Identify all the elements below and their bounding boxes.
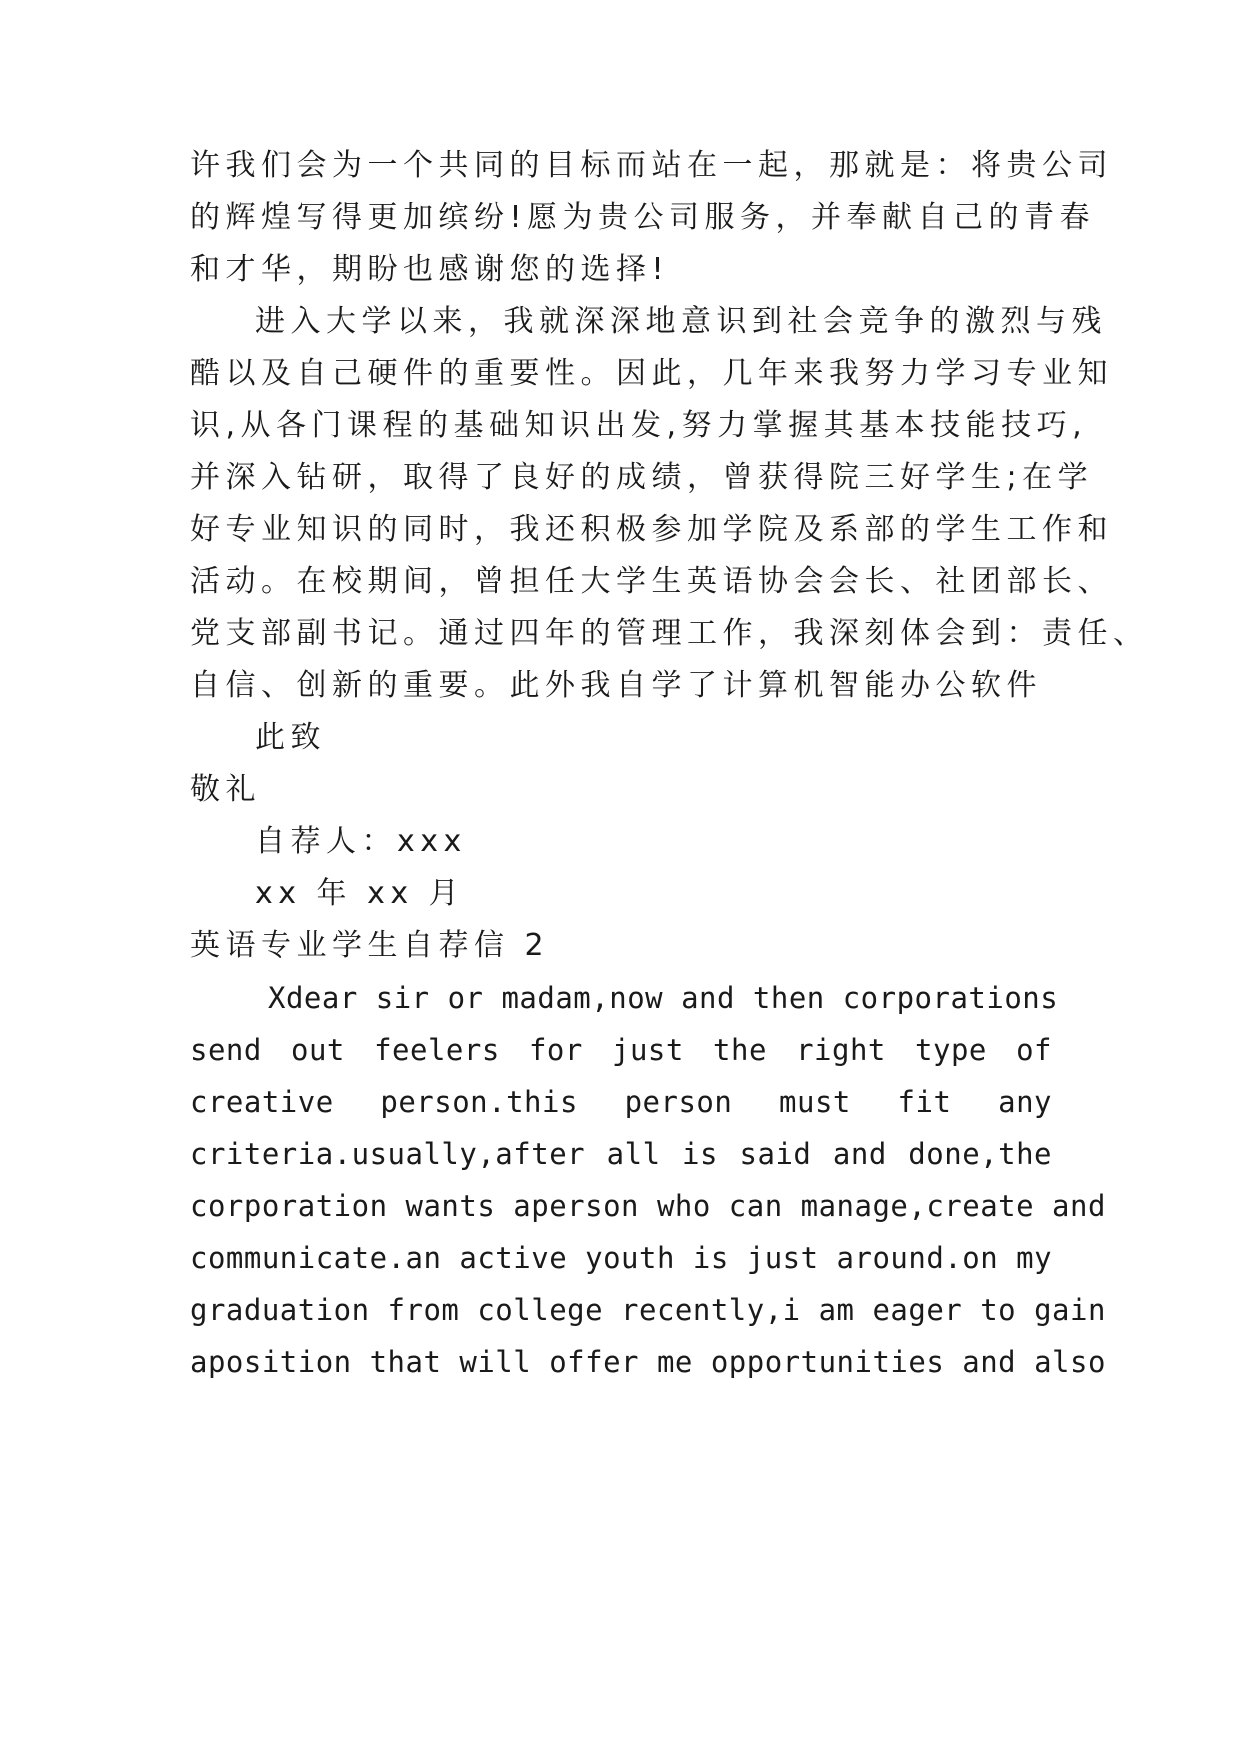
english-line: graduation from college recently,i am eager to gain (190, 1293, 1106, 1327)
english-line: creative person.this person must fit any (190, 1085, 1052, 1119)
paragraph-line: 和才华，期盼也感谢您的选择! (190, 252, 670, 287)
paragraph-line: 好专业知识的同时，我还积极参加学院及系部的学生工作和 (190, 512, 1113, 547)
signature-text: 自荐人：xxx (255, 824, 467, 859)
section-title: 英语专业学生自荐信 2 (190, 928, 550, 963)
paragraph-line: 党支部副书记。通过四年的管理工作，我深刻体会到：责任、 (190, 616, 1149, 651)
paragraph-line: 进入大学以来，我就深深地意识到社会竞争的激烈与残 (255, 304, 1107, 339)
paragraph-line: 活动。在校期间，曾担任大学生英语协会会长、社团部长、 (190, 564, 1113, 599)
paragraph-line: 的辉煌写得更加缤纷!愿为贵公司服务，并奉献自己的青春 (190, 200, 1096, 235)
english-line: communicate.an active youth is just around.on my (190, 1241, 1053, 1275)
english-line: send out feelers for just the right type of (190, 1033, 1052, 1067)
paragraph-line: 酷以及自己硬件的重要性。因此，几年来我努力学习专业知 (190, 356, 1113, 391)
english-line: criteria.usually,after all is said and done,the (190, 1137, 1052, 1171)
english-line: Xdear sir or madam,now and then corporations (268, 981, 1059, 1015)
salute-text: 敬礼 (190, 772, 261, 807)
english-line: aposition that will offer me opportunities and also (190, 1345, 1106, 1379)
paragraph-line: 许我们会为一个共同的目标而站在一起，那就是：将贵公司 (190, 148, 1113, 183)
paragraph-line: 识,从各门课程的基础知识出发,努力掌握其基本技能技巧, (190, 408, 1088, 443)
paragraph-line: 并深入钻研，取得了良好的成绩，曾获得院三好学生;在学 (190, 460, 1094, 495)
english-line: corporation wants aperson who can manage,create and (190, 1189, 1106, 1223)
paragraph-line: 自信、创新的重要。此外我自学了计算机智能办公软件 (190, 668, 1042, 703)
date-text: xx 年 xx 月 (255, 876, 465, 911)
closing-text: 此致 (255, 720, 326, 755)
